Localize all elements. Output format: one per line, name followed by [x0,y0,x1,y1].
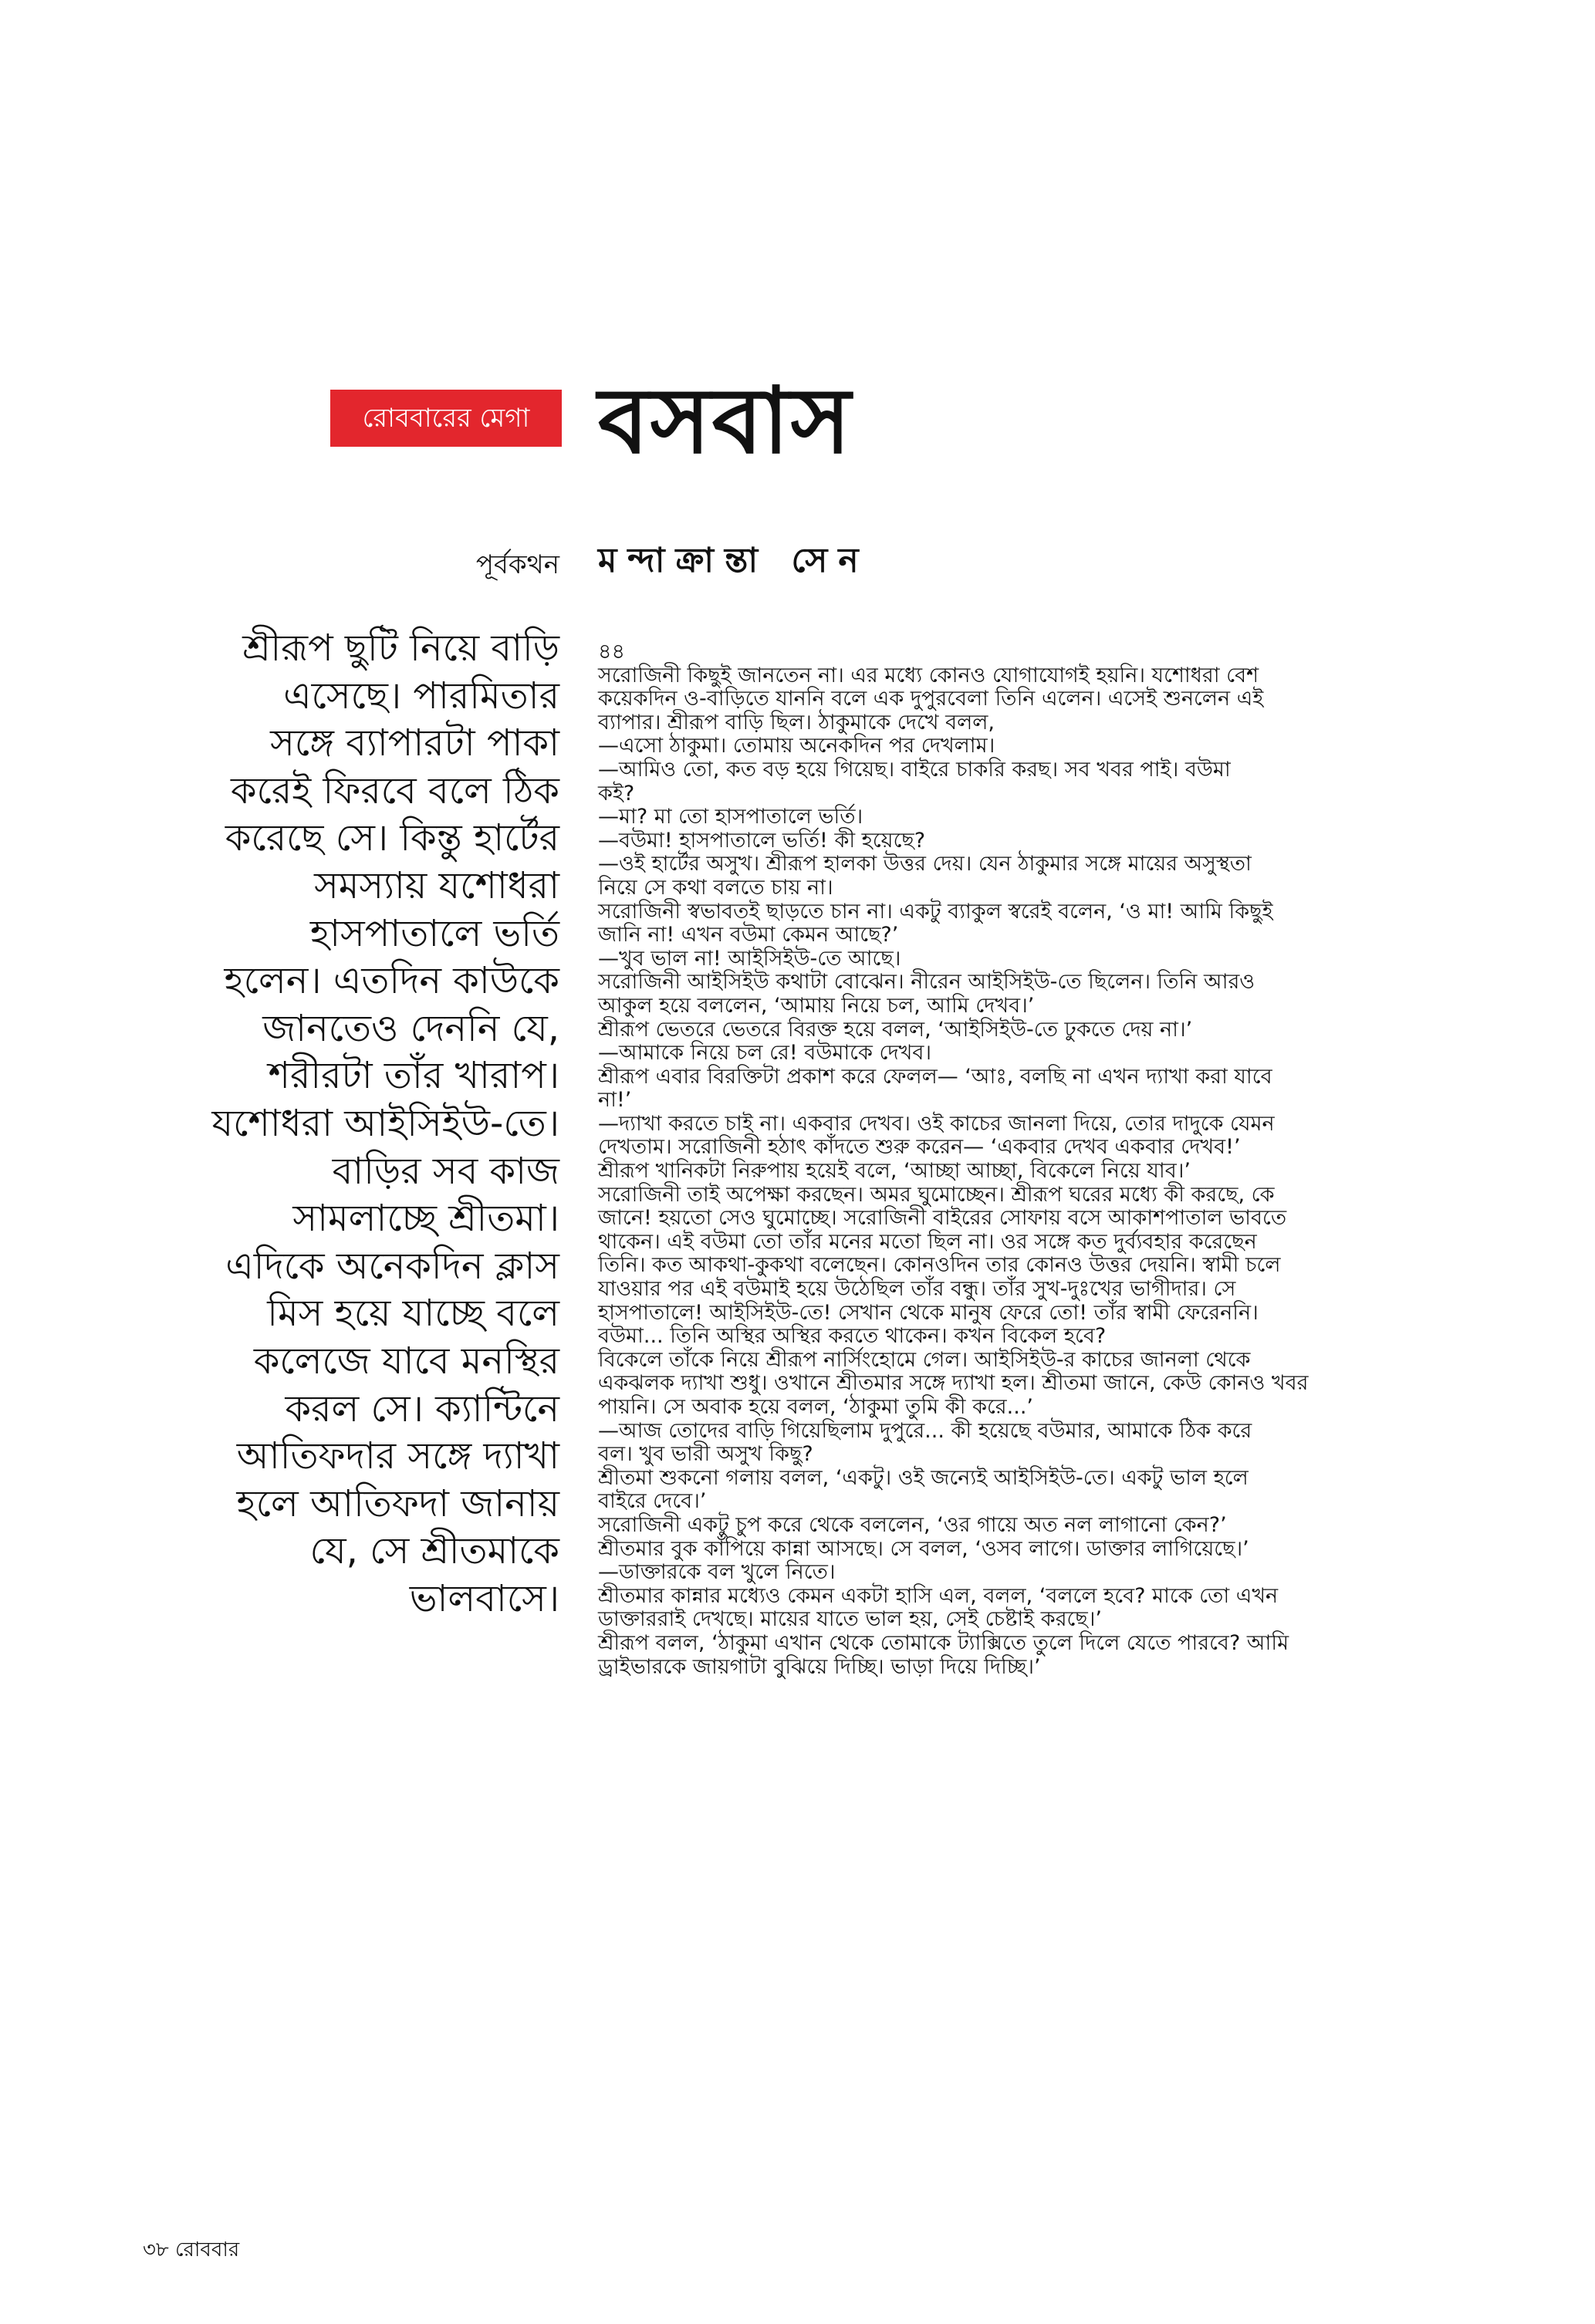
body-line: না!’ [598,1088,632,1113]
summary-column [131,625,559,1623]
body-line: সরোজিনী একটু চুপ করে থেকে বললেন, ‘ওর গায়ে অত নল লাগানো কেন?’ [598,1512,1227,1537]
body-line: নিয়ে সে কথা বলতে চায় না। [598,875,833,900]
story-body [598,640,1443,1679]
body-line: —খুব ভাল না! আইসিইউ-তে আছে। [598,946,901,971]
body-line: —আমিও তো, কত বড় হয়ে গিয়েছ। বাইরে চাকরি করছ। সব খবর পাই। বউমা [598,757,1231,782]
body-line: সরোজিনী কিছুই জানতেন না। এর মধ্যে কোনও যোগাযোগই হয়নি। যশোধরা বেশ [598,663,1259,687]
summary-line: করেই ফিরবে বলে ঠিক [231,768,559,812]
body-line: শ্রীরূপ ভেতরে ভেতরে বিরক্ত হয়ে বলল, ‘আইসিইউ-তে ঢুকতে দেয় না।’ [598,1017,1193,1042]
body-line: —আজ তোদের বাড়ি গিয়েছিলাম দুপুরে... কী হয়েছে বউমার, আমাকে ঠিক করে [598,1418,1252,1443]
body-line: শ্রীতমা শুকনো গলায় বলল, ‘একটু। ওই জন্যেই আইসিইউ-তে। একটু ভাল হলে [598,1465,1249,1490]
author-name: মন্দাক্রান্তা সেন [598,541,870,580]
body-line: বল। খুব ভারী অসুখ কিছু? [598,1442,813,1467]
body-line: কয়েকদিন ও-বাড়িতে যাননি বলে এক দুপুরবেলা তিনি এলেন। এসেই শুনলেন এই [598,687,1264,711]
summary-line: সমস্যায় যশোধরা [314,863,559,907]
body-line: বাইরে দেবে।’ [598,1489,707,1514]
summary-line: হলে আতিফদা জানায় [236,1481,559,1525]
body-line: —ওই হার্টের অসুখ। শ্রীরূপ হালকা উত্তর দেয়। যেন ঠাকুমার সঙ্গে মায়ের অসুস্থতা [598,852,1252,877]
summary-line: কলেজে যাবে মনস্থির [253,1339,559,1383]
body-line: —দ্যাখা করতে চাই না। একবার দেখব। ওই কাচের জানলা দিয়ে, তোর দাদুকে যেমন [598,1111,1275,1136]
body-line: সরোজিনী তাই অপেক্ষা করছেন। অমর ঘুমোচ্ছেন। শ্রীরূপ ঘরের মধ্যে কী করছে, কে [598,1182,1275,1207]
body-line: জানি না! এখন বউমা কেমন আছে?’ [598,923,899,948]
body-line: সরোজিনী আইসিইউ কথাটা বোঝেন। নীরেন আইসিইউ-তে ছিলেন। তিনি আরও [598,970,1255,995]
body-line: কই? [598,781,635,806]
body-line: বিকেলে তাঁকে নিয়ে শ্রীরূপ নার্সিংহোমে গেল। আইসিইউ-র কাচের জানলা থেকে [598,1347,1251,1372]
body-line: দেখতাম। সরোজিনী হঠাৎ কাঁদতে শুরু করেন— ‘একবার দেখব একবার দেখব!’ [598,1135,1241,1160]
body-line: —ডাক্তারকে বল খুলে নিতে। [598,1560,836,1585]
summary-line: হলেন। এতদিন কাউকে [224,959,559,1003]
summary-line: শ্রীরূপ ছুটি নিয়ে বাড়ি [242,627,559,670]
prelude-label: পূর্বকথন [475,549,559,580]
summary-line: জানতেও দেননি যে, [262,1006,559,1050]
summary-line: ভালবাসে। [409,1576,559,1620]
summary-line: সঙ্গে ব্যাপারটা পাকা [270,721,559,765]
body-line: ড্রাইভারকে জায়গাটা বুঝিয়ে দিচ্ছি। ভাড়া দিয়ে দিচ্ছি।’ [598,1654,1041,1679]
page-folio: ৩৮ রোববার [143,2238,240,2262]
summary-line: করেছে সে। কিন্তু হার্টের [225,816,559,860]
body-line: আকুল হয়ে বললেন, ‘আমায় নিয়ে চল, আমি দেখব।’ [598,993,1035,1018]
body-line: শ্রীরূপ খানিকটা নিরুপায় হয়েই বলে, ‘আচ্ছা আচ্ছা, বিকেলে নিয়ে যাব।’ [598,1159,1191,1184]
story-title: বসবাস [598,367,853,474]
body-line: শ্রীরূপ বলল, ‘ঠাকুমা এখান থেকে তোমাকে ট্যাক্সিতে তুলে দিলে যেতে পারবে? আমি [598,1630,1289,1655]
summary-line: সামলাচ্ছে শ্রীতমা। [292,1197,559,1241]
summary-line: হাসপাতালে ভর্তি [309,911,559,955]
summary-line: এসেছে। পারমিতার [283,674,559,718]
summary-line: আতিফদার সঙ্গে দ্যাখা [236,1434,559,1478]
summary-line: যশোধরা আইসিইউ-তে। [211,1101,559,1145]
body-line: —আমাকে নিয়ে চল রে! বউমাকে দেখব। [598,1041,932,1066]
body-line: একঝলক দ্যাখা শুধু। ওখানে শ্রীতমার সঙ্গে দ্যাখা হল। শ্রীতমা জানে, কেউ কোনও খবর [598,1371,1309,1396]
body-line: জানে! হয়তো সেও ঘুমোচ্ছে। সরোজিনী বাইরের সোফায় বসে আকাশপাতাল ভাবতে [598,1206,1287,1231]
summary-line: মিস হয়ে যাচ্ছে বলে [267,1292,559,1336]
body-line: হাসপাতালে! আইসিইউ-তে! সেখান থেকে মানুষ ফেরে তো! তাঁর স্বামী ফেরেননি। [598,1300,1259,1325]
section-badge: রোববারের মেগা [330,390,562,447]
summary-line: এদিকে অনেকদিন ক্লাস [225,1244,559,1288]
body-line: —বউমা! হাসপাতালে ভর্তি! কী হয়েছে? [598,828,926,853]
body-line: সরোজিনী স্বভাবতই ছাড়তে চান না। একটু ব্যাকুল স্বরেই বলেন, ‘ও মা! আমি কিছুই [598,899,1273,924]
body-line: থাকেন। এই বউমা তো তাঁর মনের মতো ছিল না। ওর সঙ্গে কত দুর্ব্যবহার করেছেন [598,1229,1257,1254]
body-line: ব্যাপার। শ্রীরূপ বাড়ি ছিল। ঠাকুমাকে দেখে বলল, [598,710,995,735]
body-line: ৪৪ [598,640,626,664]
body-line: শ্রীরূপ এবার বিরক্তিটা প্রকাশ করে ফেলল— ‘আঃ, বলছি না এখন দ্যাখা করা যাবে [598,1064,1272,1089]
body-line: ডাক্তাররাই দেখছে। মায়ের যাতে ভাল হয়, সেই চেষ্টাই করছে।’ [598,1607,1102,1632]
body-line: —মা? মা তো হাসপাতালে ভর্তি। [598,805,863,829]
body-line: শ্রীতমার কান্নার মধ্যেও কেমন একটা হাসি এল, বলল, ‘বললে হবে? মাকে তো এখন [598,1583,1279,1608]
body-line: তিনি। কত আকথা-কুকথা বলেছেন। কোনওদিন তার কোনও উত্তর দেয়নি। স্বামী চলে [598,1253,1281,1278]
body-line: শ্রীতমার বুক কাঁপিয়ে কান্না আসছে। সে বলল, ‘ওসব লাগে। ডাক্তার লাগিয়েছে।’ [598,1536,1249,1561]
body-line: বউমা... তিনি অস্থির অস্থির করতে থাকেন। কখন বিকেল হবে? [598,1324,1107,1349]
summary-line: বাড়ির সব কাজ [332,1149,559,1193]
body-line: —এসো ঠাকুমা। তোমায় অনেকদিন পর দেখলাম। [598,734,995,758]
summary-line: যে, সে শ্রীতমাকে [309,1529,559,1573]
summary-line: শরীরটা তাঁর খারাপ। [268,1054,559,1098]
summary-line: করল সে। ক্যান্টিনে [285,1387,559,1431]
body-line: পায়নি। সে অবাক হয়ে বলল, ‘ঠাকুমা তুমি কী করে...’ [598,1395,1033,1419]
body-line: যাওয়ার পর এই বউমাই হয়ে উঠেছিল তাঁর বন্ধু। তাঁর সুখ-দুঃখের ভাগীদার। সে [598,1277,1236,1302]
